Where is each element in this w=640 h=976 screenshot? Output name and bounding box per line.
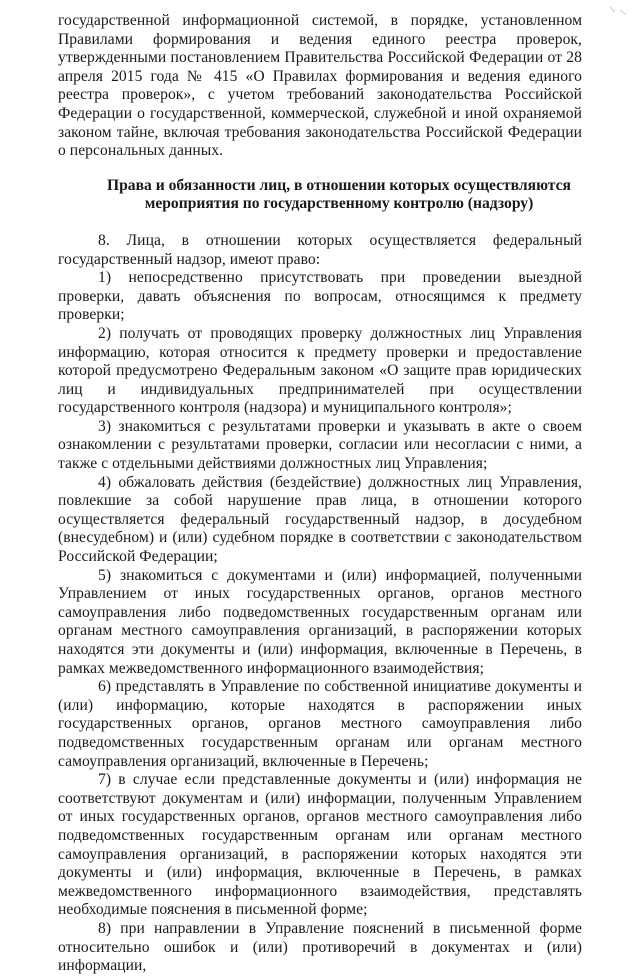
scan-mark (608, 6, 630, 16)
list-item: 5) знакомиться с документами и (или) информацией, полученными Управлением от иных государственных органов, органов местного самоуправления либо подведомственных государственным органам или органам местного самоуправления организаций, в распоряжении которых находятся эти документы и (или) информация, включенные в Перечень, в рамках межведомственного информационного взаимодействия; (58, 566, 582, 677)
list-item: 3) знакомиться с результатами проверки и указывать в акте о своем ознакомлении с результатами проверки, согласии или несогласии с ними, а также с отдельными действиями должностных лиц Управления; (58, 417, 582, 473)
list-item: 8) при направлении в Управление пояснений в письменной форме относительно ошибок и (или) противоречий в документах и (или) информации, (58, 919, 582, 975)
intro-paragraph: государственной информационной системой, в порядке, установленном Правилами формирования и ведения единого реестра проверок, утвержденными постановлением Правительства Российской Федерации от 28 апреля 2015 года № 415 «О Правилах формирования и ведения единого реестра проверок», с учетом требований законодательства Российской Федерации о государственной, коммерческой, служебной и иной охраняемой законом тайне, включая требования законодательства Российской Федерации о персональных данных. (58, 12, 582, 160)
section-heading: Права и обязанности лиц, в отношении которых осуществляются мероприятия по государственному контролю (надзору) (107, 176, 571, 213)
list-item: 1) непосредственно присутствовать при проведении выездной проверки, давать объяснения по вопросам, относящимся к предмету проверки; (58, 269, 582, 324)
list-item: 4) обжаловать действия (бездействие) должностных лиц Управления, повлекшие за собой нарушение прав лица, в отношении которого осуществляется федеральный государственный надзор, в досудебном (внесудебном) и (или) судебном порядке в соответствии с законодательством Российской Федерации; (58, 473, 582, 566)
list-item: 7) в случае если представленные документы и (или) информация не соответствуют документам и (или) информации, полученным Управлением от иных государственных органов, органов местного самоуправления либо подведомственных государственным органам или органам местного самоуправления организаций, в распоряжении которых находятся эти документы и (или) информация, включенные в Перечень, в рамках межведомственного информационного взаимодействия, представлять необходимые пояснения в письменной форме; (58, 771, 582, 919)
list-item: 6) представлять в Управление по собственной инициативе документы и (или) информацию, которые находятся в распоряжении иных государственных органов, органов местного самоуправления либо подведомственных государственным органам или органам местного самоуправления организаций, включенные в Перечень; (58, 678, 582, 770)
clause-8: 8. Лица, в отношении которых осуществляется федеральный государственный надзор, имеют право: (58, 231, 582, 268)
list-item: 2) получать от проводящих проверку должностных лиц Управления информацию, которая относится к предмету проверки и предоставление которой предусмотрено Федеральным законом «О защите прав юридических лиц и индивидуальных предпринимателей при осуществлении государственного контроля (надзора) и муниципального контроля»; (58, 324, 582, 417)
